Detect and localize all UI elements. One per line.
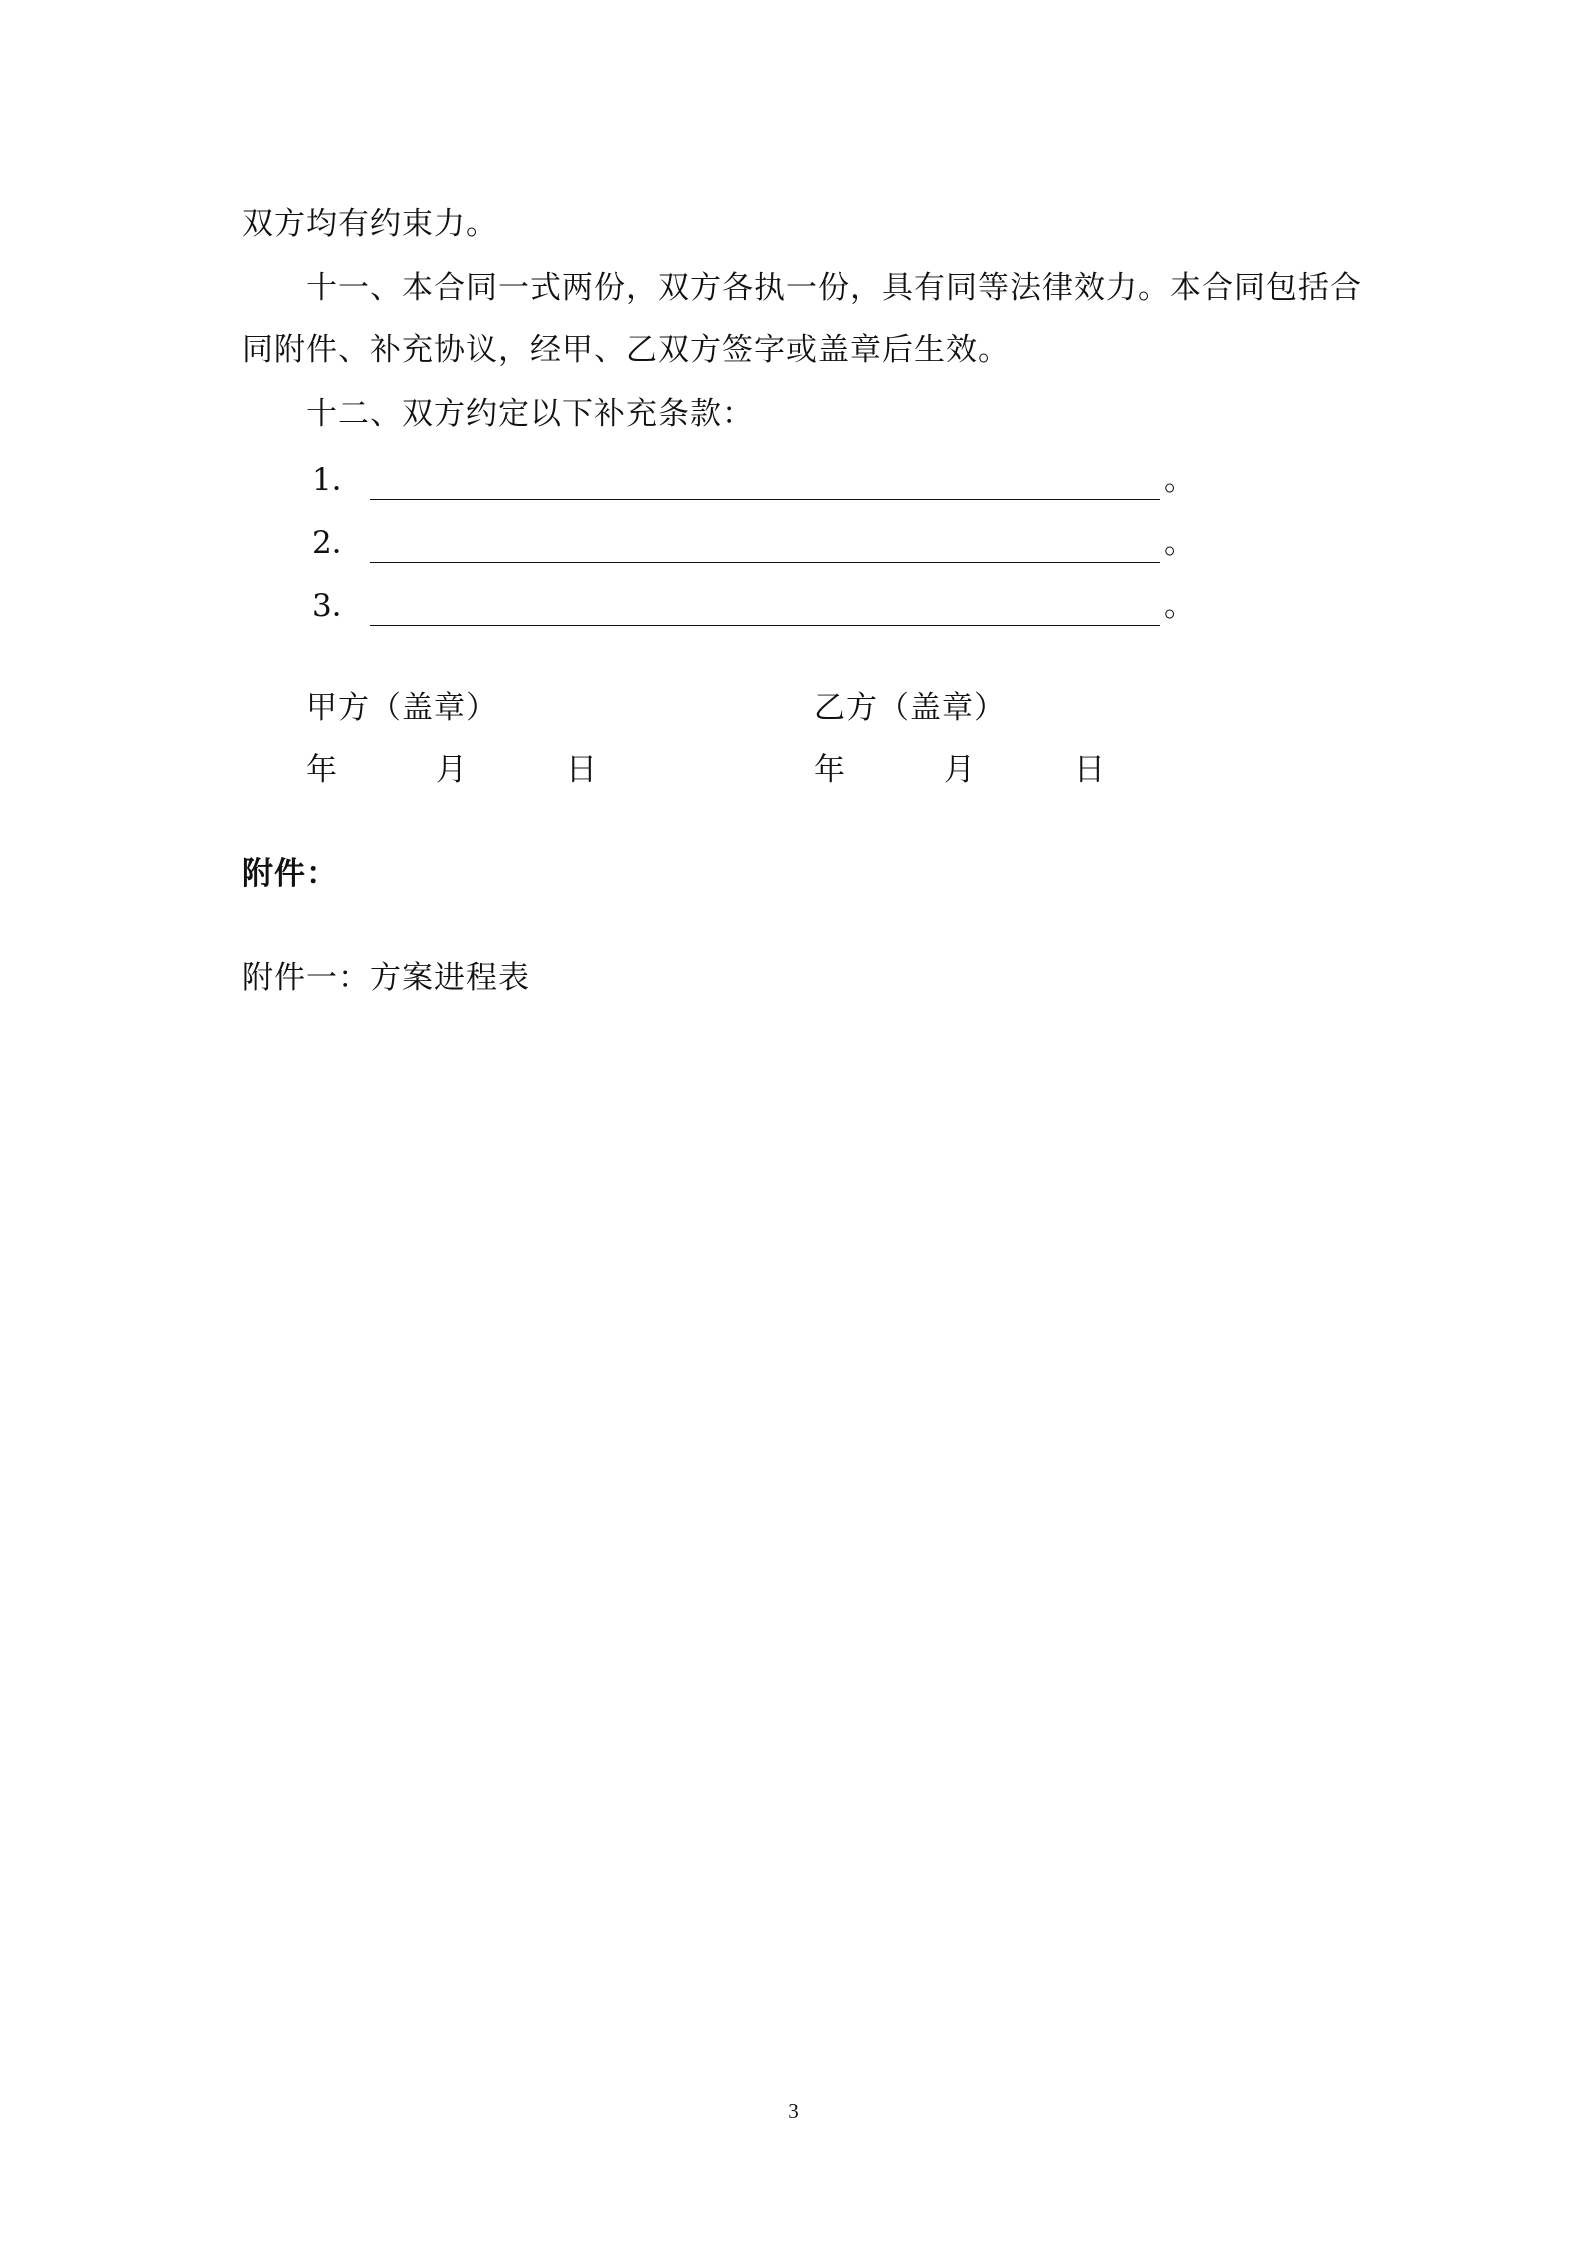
party-a-year: 年 [306, 752, 337, 788]
party-a-day: 日 [566, 752, 597, 788]
party-b-year: 年 [814, 752, 845, 788]
clause-end-mark: 。 [1164, 462, 1195, 498]
party-b-seal-label: 乙方（盖章） [814, 690, 1006, 726]
clause-number: 3． [312, 588, 363, 624]
clause-number: 1． [312, 462, 363, 498]
clause-11-line-2: 同附件、补充协议，经甲、乙双方签字或盖章后生效。 [242, 332, 1010, 368]
party-a-month: 月 [436, 752, 467, 788]
clause-11-line-1: 十一、本合同一式两份，双方各执一份，具有同等法律效力。本合同包括合 [306, 270, 1362, 306]
clause-end-mark: 。 [1164, 525, 1195, 561]
clause-end-mark: 。 [1164, 588, 1195, 624]
party-b-month: 月 [944, 752, 975, 788]
clause-blank-line [370, 530, 1160, 563]
party-a-seal-label: 甲方（盖章） [306, 690, 498, 726]
attachment-item-1: 附件一：方案进程表 [242, 960, 530, 996]
body-line-1: 双方均有约束力。 [242, 206, 498, 242]
page-number: 3 [788, 2099, 799, 2123]
party-b-day: 日 [1074, 752, 1105, 788]
clause-blank-line [370, 467, 1160, 500]
clause-12-heading: 十二、双方约定以下补充条款： [306, 396, 754, 432]
supplementary-clause-1 [312, 460, 1195, 500]
supplementary-clause-2 [312, 523, 1195, 563]
supplementary-clause-3 [312, 586, 1195, 626]
attachments-heading: 附件： [242, 856, 338, 892]
clause-blank-line [370, 593, 1160, 626]
clause-number: 2． [312, 525, 363, 561]
